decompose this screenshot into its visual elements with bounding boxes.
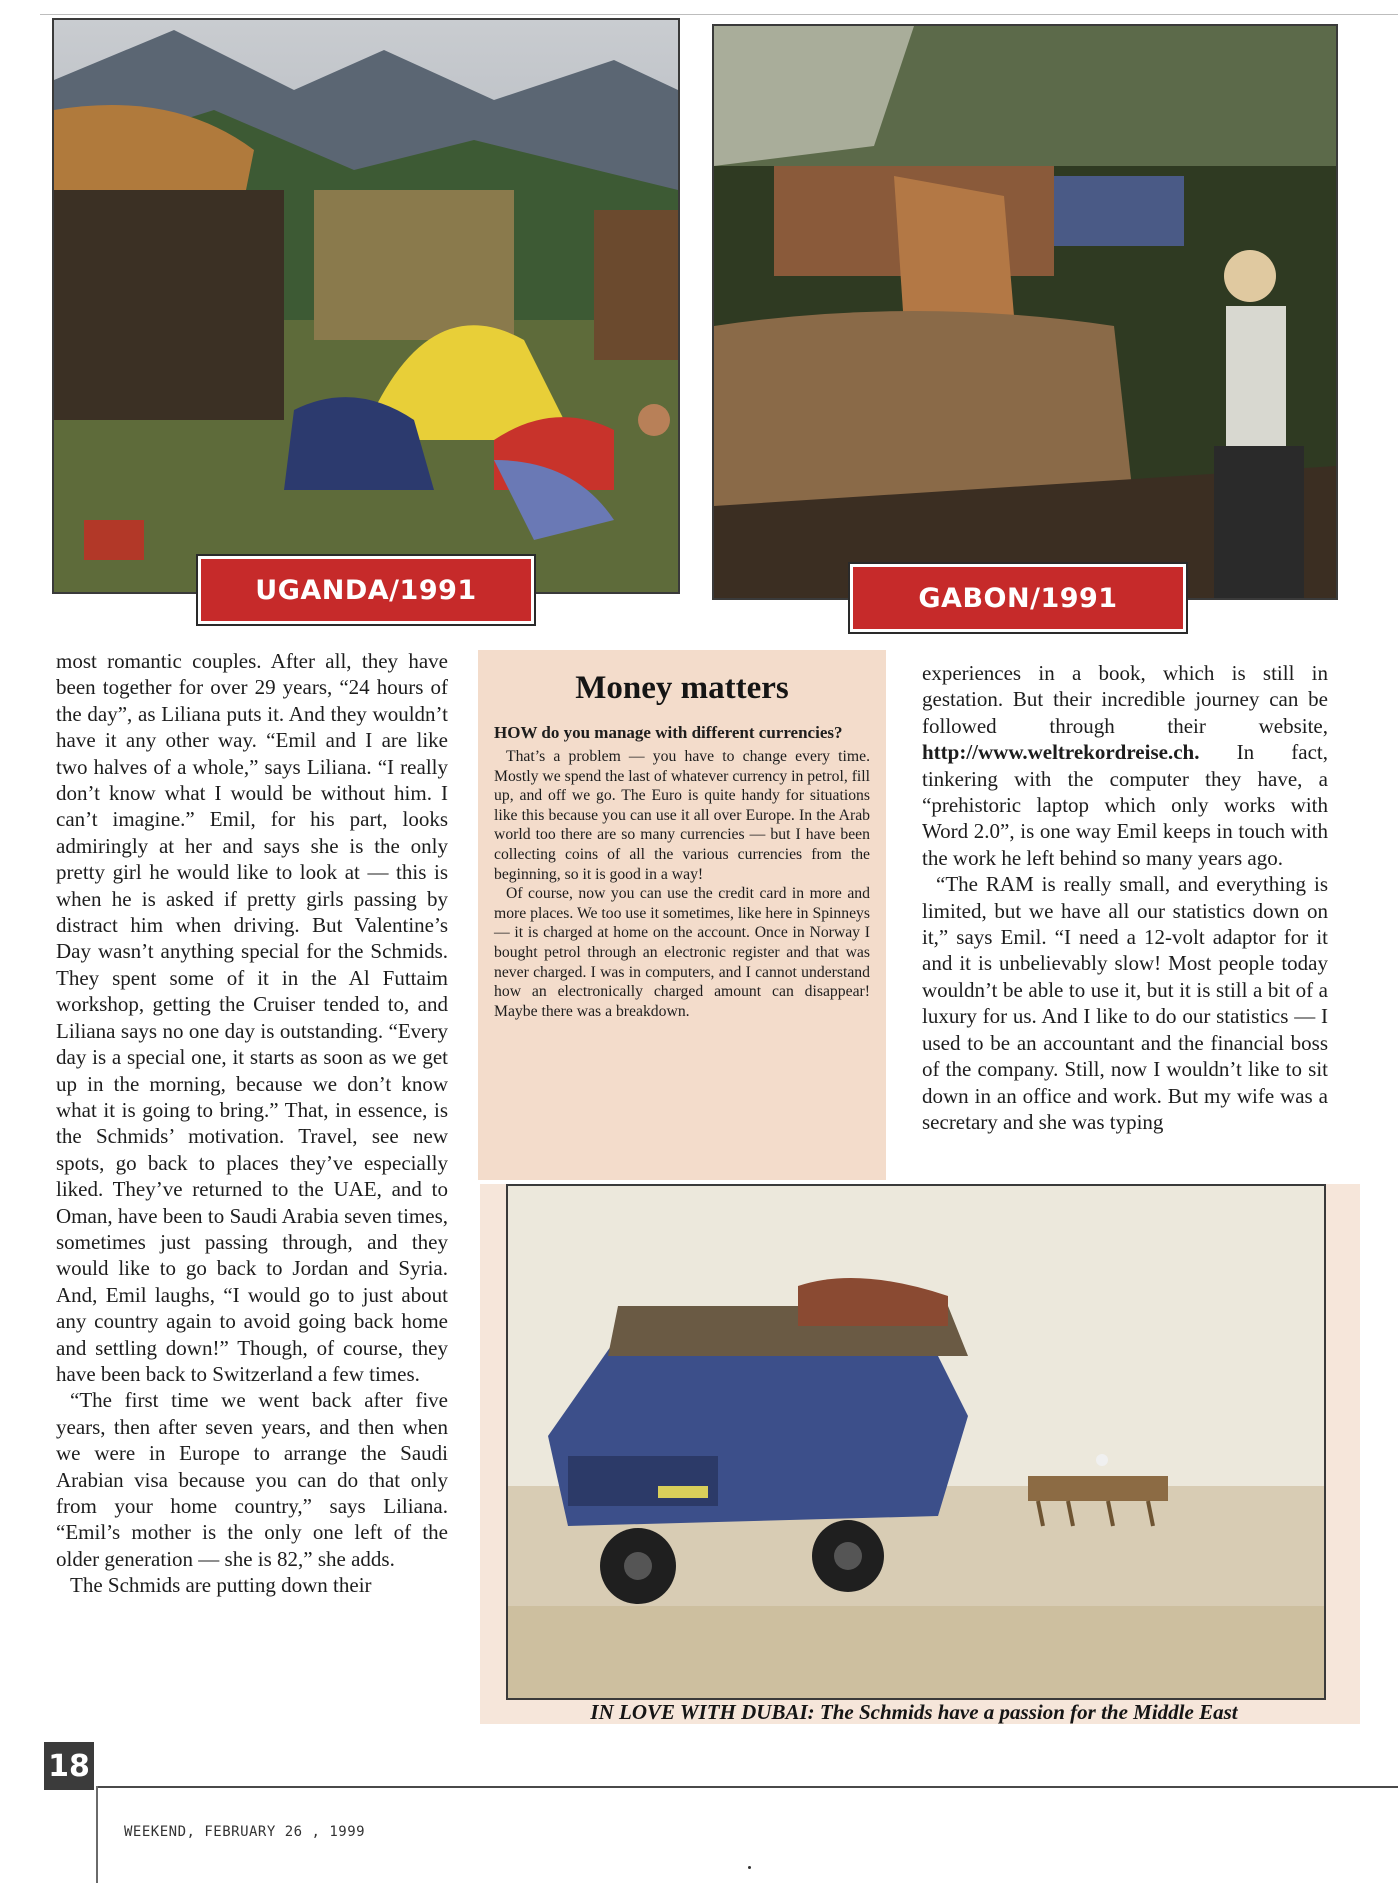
- photo-gabon-muddy-road: [712, 24, 1338, 600]
- page-number: 18: [44, 1742, 94, 1790]
- article-text: experiences in a book, which is still in gestation. But their incredible journey can be followed through their website,: [922, 661, 1328, 738]
- footer-rule: [96, 1786, 1398, 1788]
- sidebar-title: Money matters: [575, 670, 789, 706]
- article-paragraph: The Schmids are putting down their: [70, 1573, 372, 1598]
- top-rule: [40, 14, 1398, 15]
- photo-dubai-desert-cruiser: [506, 1184, 1326, 1700]
- sidebar-answer-paragraph: Of course, now you can use the credit card in more and more places. We too use it sometimes, like here in Spinneys — it is charged at home on the account. Once in Norway I bought petrol through an electronic register and that was never charged. I was in computers, and I cannot understand how an electronically charged amount can disappear! Maybe there was a breakdown.: [494, 885, 870, 1020]
- money-matters-sidebar: [478, 650, 886, 1180]
- print-speck: [748, 1866, 751, 1869]
- website-url[interactable]: http://www.weltrekordreise.ch.: [922, 740, 1200, 765]
- article-right-column: [922, 660, 1328, 1135]
- footer-dateline: WEEKEND, FEBRUARY 26 , 1999: [124, 1824, 366, 1840]
- article-paragraph: [922, 660, 1328, 871]
- location-tag-gabon: GABON/1991: [850, 564, 1186, 632]
- article-paragraph: “The RAM is really small, and everything is limited, but we have all our statistics down on it,” says Emil. “I need a 12-volt adaptor for it and it is unbelievably slow! Most people today wouldn’t be able to use it, but it is still a bit of a luxury for us. And I like to do our statistics — I used to be an accountant and the financial boss of the company. Still, now I wouldn’t like to sit down in an office and work. But my wife was a secretary and she was typing: [922, 872, 1328, 1134]
- location-tag-uganda: UGANDA/1991: [198, 556, 534, 624]
- photo-caption: IN LOVE WITH DUBAI: The Schmids have a passion for the Middle East: [590, 1700, 1238, 1724]
- article-text: In fact, tinkering with the computer they have, a “prehistoric laptop which only works with Word 2.0”, is one way Emil keeps in touch with the work he left behind so many years ago.: [922, 740, 1329, 870]
- article-paragraph: most romantic couples. After all, they have been together for over 29 years, “24 hours of the day”, as Liliana puts it. And they wouldn’t have it any other way. “Emil and I are like two halves of a whole,” says Liliana. “I really don’t know what I would be without him. I can’t imagine.” Emil, for his part, looks admiringly at her and says she is the only pretty girl he would like to look at — this is when he is asked if pretty girls passing by distract him when driving. But Valentine’s Day wasn’t anything special for the Schmids. They spent some of it in the Al Futtaim workshop, getting the Cruiser tended to, and Liliana says no one day is outstanding. “Every day is a special one, it starts as soon as we get up in the morning, because we don’t know what it is going to bring.” That, in essence, is the Schmids’ motivation. Travel, see new spots, go back to places they’ve especially liked. They’ve returned to the UAE, and to Oman, have been to Saudi Arabia seven times, sometimes just passing through, and they would like to go back to Jordan and Syria. And, Emil laughs, “I would go to just about any country again to avoid going back home and settling down!” Though, of course, they have been back to Switzerland a few times.: [56, 649, 448, 1386]
- sidebar-answer-paragraph: That’s a problem — you have to change every time. Mostly we spend the last of whatever currency in petrol, fill up, and off we go. The Euro is quite handy for situations like this because you can use it all over Europe. In the Arab world too there are so many currencies — but I have been collecting coins of all the various currencies from the beginning, so it is good in a way!: [494, 748, 870, 883]
- sidebar-question: HOW do you manage with different currencies?: [494, 723, 843, 742]
- article-left-column: [56, 648, 448, 1599]
- article-paragraph: “The first time we went back after five years, then after seven years, and then when we were in Europe to arrange the Saudi Arabian visa because you can do that only from your home country,” says Liliana. “Emil’s mother is the only one left of the older generation — she is 82,” she adds.: [56, 1388, 448, 1571]
- photo-uganda-campsite: [52, 18, 680, 594]
- footer-vertical-rule: [96, 1786, 98, 1883]
